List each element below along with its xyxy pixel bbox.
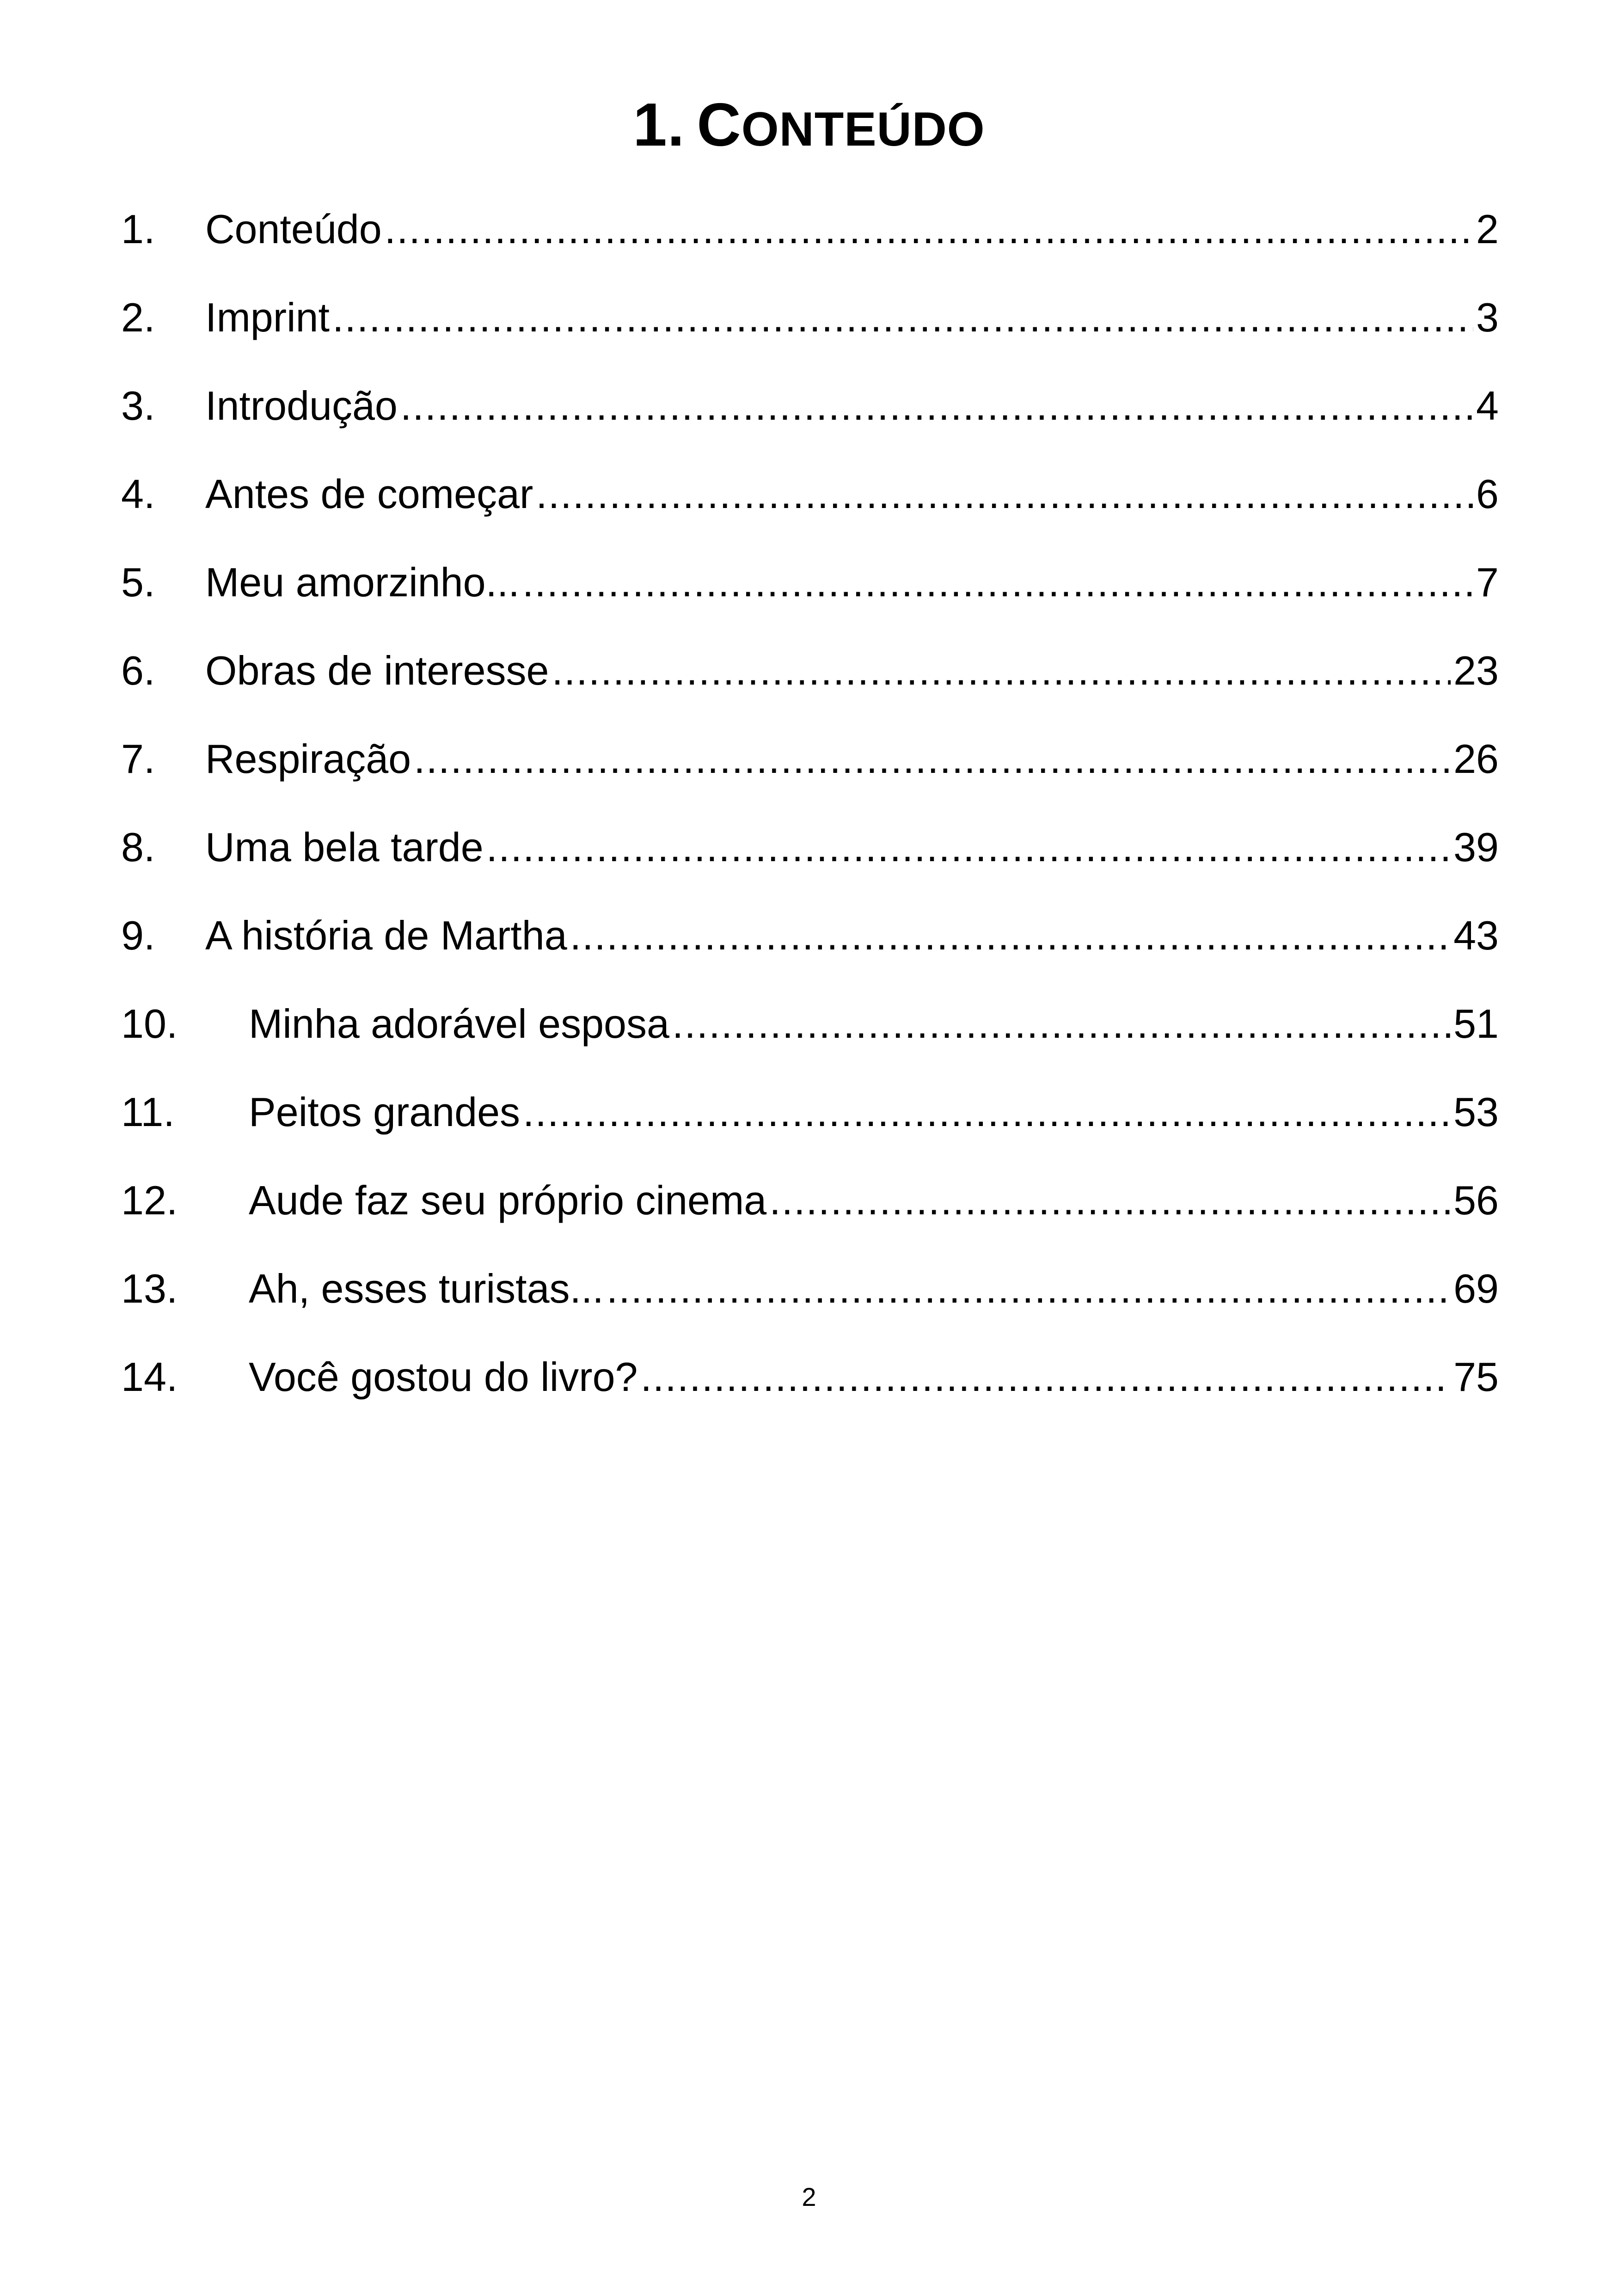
toc-entry-title: A história de Martha bbox=[205, 912, 567, 958]
toc-entry-number: 7. bbox=[121, 735, 155, 782]
toc-entry-number: 4. bbox=[121, 471, 155, 517]
toc-entry-number: 11. bbox=[121, 1089, 175, 1135]
toc-entry-title: Peitos grandes bbox=[249, 1089, 521, 1135]
toc-dot-leader bbox=[640, 1352, 1451, 1402]
toc-entry-page: 3 bbox=[1476, 294, 1499, 340]
toc-entry-title: Antes de começar bbox=[205, 471, 533, 517]
toc-entry-number: 2. bbox=[121, 294, 155, 340]
toc-entry-page: 51 bbox=[1453, 1000, 1499, 1047]
toc-entry[interactable] bbox=[121, 1156, 1499, 1244]
toc-entry-page: 4 bbox=[1476, 382, 1499, 429]
toc-entry-title: Uma bela tarde bbox=[205, 824, 484, 870]
toc-dot-leader bbox=[385, 204, 1473, 255]
toc-entry-number: 12. bbox=[121, 1177, 178, 1223]
page-title bbox=[0, 88, 1618, 166]
toc-entry-title: Conteúdo bbox=[205, 206, 382, 252]
toc-entry-page: 26 bbox=[1453, 735, 1499, 782]
toc-dot-leader bbox=[332, 292, 1473, 343]
toc-entry-number: 8. bbox=[121, 824, 155, 870]
toc-entry[interactable] bbox=[121, 1244, 1499, 1333]
toc-dot-leader bbox=[536, 469, 1473, 520]
toc-dot-leader bbox=[400, 380, 1473, 431]
toc-entry-page: 2 bbox=[1476, 206, 1499, 252]
toc-entry-number: 13. bbox=[121, 1265, 178, 1311]
toc-entry-title: Ah, esses turistas... bbox=[249, 1265, 604, 1311]
toc-entry-number: 1. bbox=[121, 206, 155, 252]
toc-dot-leader bbox=[523, 1087, 1451, 1138]
heading-rest: ONTEÚDO bbox=[741, 103, 985, 156]
toc-entry-title: Introdução bbox=[205, 382, 398, 429]
toc-entry[interactable] bbox=[121, 715, 1499, 803]
toc-entry-number: 9. bbox=[121, 912, 155, 958]
toc-entry[interactable] bbox=[121, 273, 1499, 361]
toc-entry-page: 75 bbox=[1453, 1353, 1499, 1400]
toc-entry-page: 39 bbox=[1453, 824, 1499, 870]
toc-dot-leader bbox=[607, 1263, 1451, 1314]
toc-entry-number: 5. bbox=[121, 559, 155, 605]
toc-entry[interactable] bbox=[121, 1333, 1499, 1421]
toc-entry[interactable] bbox=[121, 891, 1499, 980]
toc-entry-title: Meu amorzinho... bbox=[205, 559, 520, 605]
toc-entry-title: Respiração bbox=[205, 735, 411, 782]
toc-entry[interactable] bbox=[121, 185, 1499, 273]
toc-entry-page: 7 bbox=[1476, 559, 1499, 605]
heading-first-letter: C bbox=[697, 91, 742, 159]
toc-entry-number: 14. bbox=[121, 1353, 178, 1400]
toc-dot-leader bbox=[570, 910, 1451, 961]
footer-page-number: 2 bbox=[802, 2182, 816, 2211]
toc-dot-leader bbox=[769, 1175, 1451, 1226]
toc-dot-leader bbox=[672, 998, 1451, 1049]
toc-dot-leader bbox=[552, 645, 1451, 696]
toc-entry-number: 3. bbox=[121, 382, 155, 429]
toc-entry-title: Você gostou do livro? bbox=[249, 1353, 638, 1400]
toc-entry[interactable] bbox=[121, 803, 1499, 891]
toc-entry-title: Aude faz seu próprio cinema bbox=[249, 1177, 767, 1223]
toc-entry-page: 23 bbox=[1453, 647, 1499, 693]
toc-entry-page: 69 bbox=[1453, 1265, 1499, 1311]
toc-entry[interactable] bbox=[121, 361, 1499, 450]
toc-entry-title: Minha adorável esposa bbox=[249, 1000, 669, 1047]
toc-entry[interactable] bbox=[121, 980, 1499, 1068]
toc-entry-title: Imprint bbox=[205, 294, 330, 340]
toc-entry-page: 6 bbox=[1476, 471, 1499, 517]
toc-entry[interactable] bbox=[121, 626, 1499, 715]
toc-entry-page: 56 bbox=[1453, 1177, 1499, 1223]
toc-dot-leader bbox=[522, 557, 1473, 608]
toc-entry[interactable] bbox=[121, 1068, 1499, 1156]
toc-dot-leader bbox=[414, 734, 1451, 784]
toc-entry[interactable] bbox=[121, 450, 1499, 538]
toc-entry[interactable] bbox=[121, 538, 1499, 626]
toc-entry-page: 53 bbox=[1453, 1089, 1499, 1135]
toc-entry-number: 10. bbox=[121, 1000, 178, 1047]
toc-dot-leader bbox=[486, 822, 1451, 873]
toc-entry-page: 43 bbox=[1453, 912, 1499, 958]
heading-number: 1. bbox=[633, 91, 685, 159]
table-of-contents bbox=[121, 185, 1499, 1421]
toc-entry-title: Obras de interesse bbox=[205, 647, 549, 693]
toc-entry-number: 6. bbox=[121, 647, 155, 693]
